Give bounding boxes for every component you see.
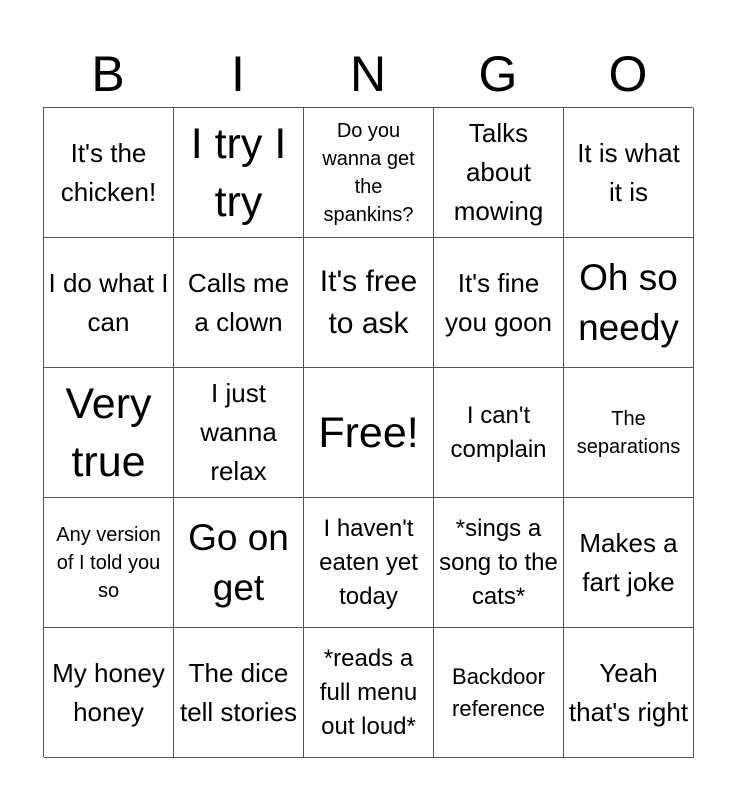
- cell-text: It is what it is: [577, 137, 680, 207]
- free-space-cell[interactable]: [304, 368, 434, 498]
- bingo-cell[interactable]: [304, 238, 434, 368]
- bingo-cell[interactable]: [174, 368, 304, 498]
- cell-text: I just wanna relax: [200, 378, 277, 486]
- cell-text: I try I try: [190, 119, 287, 226]
- cell-text: The separations: [576, 407, 681, 458]
- bingo-cell[interactable]: [434, 368, 564, 498]
- cell-text: *reads a full menu out loud*: [319, 644, 418, 740]
- cell-text: It's free to ask: [319, 264, 418, 340]
- header-letter-o: O: [608, 46, 648, 102]
- cell-text: Backdoor reference: [452, 663, 545, 721]
- bingo-cell[interactable]: [304, 498, 434, 628]
- header-letter-g: G: [478, 46, 518, 102]
- header-letter-n: N: [349, 46, 387, 102]
- bingo-cell[interactable]: [304, 108, 434, 238]
- bingo-cell[interactable]: [434, 498, 564, 628]
- bingo-cell[interactable]: [174, 628, 304, 758]
- cell-text: Go on get: [188, 516, 289, 608]
- cell-text: I do what I can: [48, 267, 169, 337]
- cell-text: The dice tell stories: [179, 657, 298, 727]
- bingo-cell[interactable]: [44, 628, 174, 758]
- bingo-cell[interactable]: [174, 108, 304, 238]
- bingo-cell[interactable]: [434, 238, 564, 368]
- bingo-cell[interactable]: [564, 498, 694, 628]
- cell-text: Free!: [318, 408, 419, 457]
- bingo-cell[interactable]: [174, 498, 304, 628]
- bingo-cell[interactable]: [564, 368, 694, 498]
- bingo-cell[interactable]: [174, 238, 304, 368]
- bingo-cell[interactable]: [44, 108, 174, 238]
- cell-text: Do you wanna get the spankins?: [322, 119, 415, 226]
- bingo-cell[interactable]: [564, 628, 694, 758]
- bingo-cell[interactable]: [564, 108, 694, 238]
- bingo-cell[interactable]: [564, 238, 694, 368]
- cell-text: Yeah that's right: [568, 657, 689, 727]
- bingo-cell[interactable]: [44, 498, 174, 628]
- cell-text: I can't complain: [450, 401, 547, 463]
- cell-text: It's the chicken!: [60, 137, 157, 207]
- bingo-cell[interactable]: [44, 368, 174, 498]
- cell-text: Talks about mowing: [453, 118, 544, 226]
- cell-text: Calls me a clown: [187, 267, 290, 337]
- cell-text: It's fine you goon: [445, 267, 552, 337]
- bingo-header: [43, 42, 693, 106]
- cell-text: Makes a fart joke: [579, 527, 678, 597]
- header-letter-b: B: [91, 46, 125, 102]
- cell-text: My honey honey: [52, 657, 165, 727]
- cell-text: Oh so needy: [578, 256, 679, 348]
- cell-text: *sings a song to the cats*: [439, 514, 558, 610]
- bingo-cell[interactable]: [434, 628, 564, 758]
- header-letter-i: I: [231, 46, 245, 102]
- bingo-card: [43, 107, 693, 757]
- cell-text: Very true: [65, 379, 152, 486]
- bingo-cell[interactable]: [304, 628, 434, 758]
- bingo-cell[interactable]: [434, 108, 564, 238]
- bingo-cell[interactable]: [44, 238, 174, 368]
- cell-text: Any version of I told you so: [56, 523, 161, 602]
- cell-text: I haven't eaten yet today: [319, 514, 418, 610]
